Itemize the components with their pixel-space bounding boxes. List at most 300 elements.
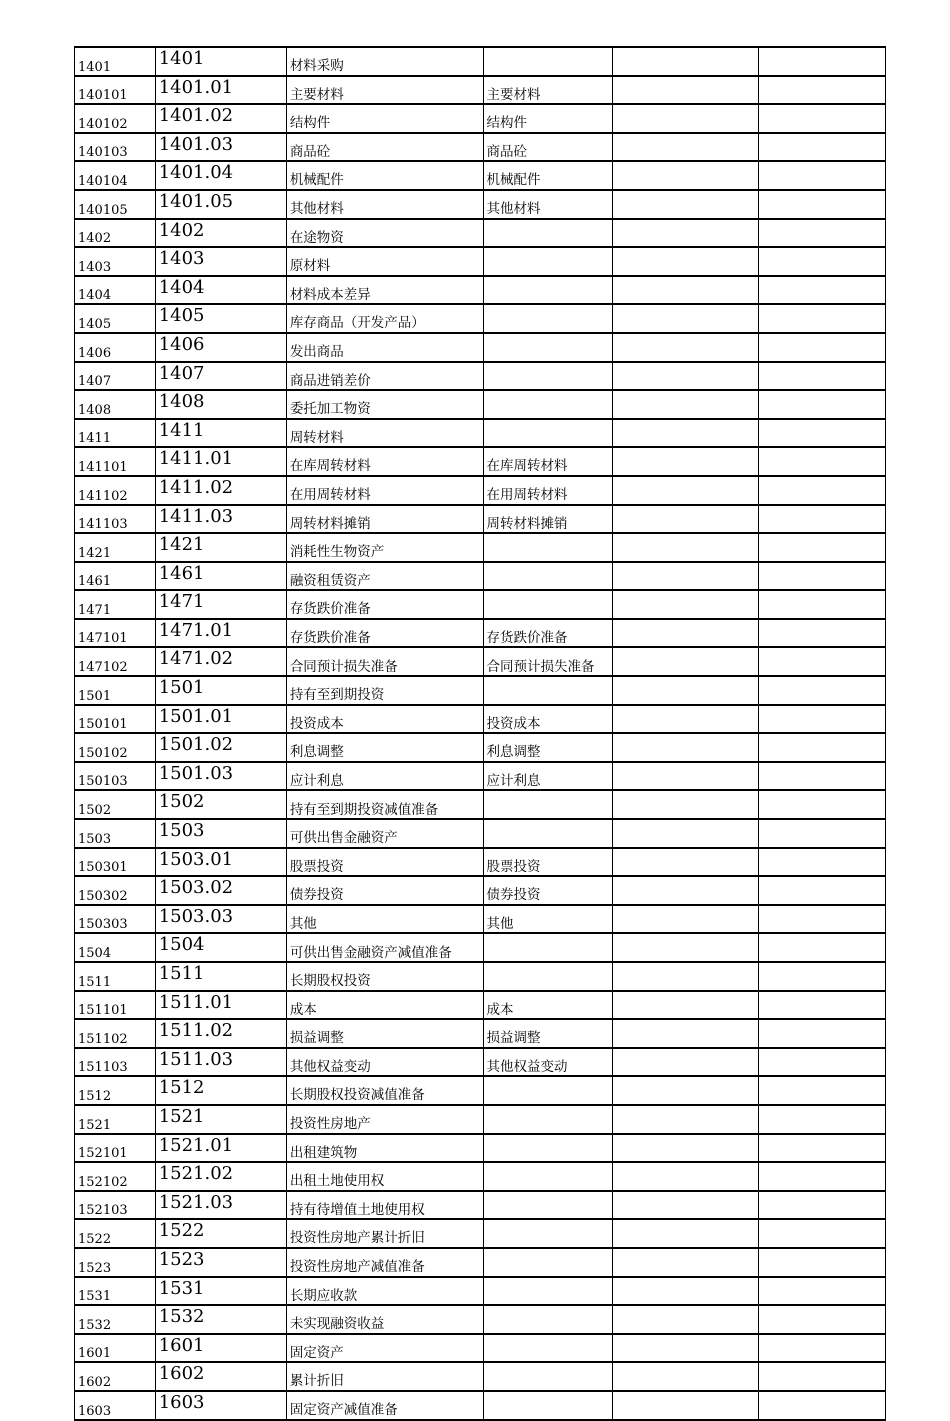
account-number-cell: 1503.01 bbox=[155, 848, 286, 877]
sub-account-name-cell: 主要材料 bbox=[483, 76, 612, 105]
account-name-cell: 消耗性生物资产 bbox=[286, 533, 483, 562]
sub-account-name-cell bbox=[483, 676, 612, 705]
empty-cell bbox=[758, 1019, 885, 1048]
empty-cell bbox=[612, 1134, 758, 1163]
empty-cell bbox=[758, 1248, 885, 1277]
account-number-cell: 1421 bbox=[155, 533, 286, 562]
account-name-cell: 长期应收款 bbox=[286, 1277, 483, 1306]
empty-cell bbox=[612, 390, 758, 419]
empty-cell bbox=[758, 676, 885, 705]
account-name-cell: 长期股权投资减值准备 bbox=[286, 1076, 483, 1105]
sub-account-name-cell bbox=[483, 1305, 612, 1334]
empty-cell bbox=[612, 1305, 758, 1334]
table-row bbox=[75, 247, 886, 276]
empty-cell bbox=[612, 505, 758, 534]
account-code-cell: 151102 bbox=[75, 1019, 156, 1048]
account-name-cell: 存货跌价准备 bbox=[286, 590, 483, 619]
account-number-cell: 1511.02 bbox=[155, 1019, 286, 1048]
empty-cell bbox=[612, 304, 758, 333]
table-row bbox=[75, 1248, 886, 1277]
account-number-cell: 1521 bbox=[155, 1105, 286, 1134]
empty-cell bbox=[758, 1048, 885, 1077]
account-number-cell: 1501 bbox=[155, 676, 286, 705]
table-row bbox=[75, 991, 886, 1020]
account-number-cell: 1521.01 bbox=[155, 1134, 286, 1163]
sub-account-name-cell bbox=[483, 1076, 612, 1105]
empty-cell bbox=[612, 1362, 758, 1391]
empty-cell bbox=[612, 762, 758, 791]
account-name-cell: 在用周转材料 bbox=[286, 476, 483, 505]
accounts-table bbox=[74, 46, 886, 1421]
sub-account-name-cell: 结构件 bbox=[483, 104, 612, 133]
table-row bbox=[75, 876, 886, 905]
empty-cell bbox=[612, 219, 758, 248]
account-number-cell: 1401.03 bbox=[155, 133, 286, 162]
account-name-cell: 存货跌价准备 bbox=[286, 619, 483, 648]
table-row bbox=[75, 219, 886, 248]
sub-account-name-cell: 机械配件 bbox=[483, 161, 612, 190]
account-name-cell: 投资性房地产 bbox=[286, 1105, 483, 1134]
empty-cell bbox=[612, 333, 758, 362]
empty-cell bbox=[758, 390, 885, 419]
account-code-cell: 1411 bbox=[75, 419, 156, 448]
empty-cell bbox=[758, 247, 885, 276]
account-number-cell: 1471.02 bbox=[155, 647, 286, 676]
account-name-cell: 股票投资 bbox=[286, 848, 483, 877]
account-name-cell: 固定资产 bbox=[286, 1334, 483, 1363]
account-code-cell: 1531 bbox=[75, 1277, 156, 1306]
account-name-cell: 累计折旧 bbox=[286, 1362, 483, 1391]
table-row bbox=[75, 104, 886, 133]
account-number-cell: 1603 bbox=[155, 1391, 286, 1420]
account-name-cell: 出租土地使用权 bbox=[286, 1162, 483, 1191]
empty-cell bbox=[758, 1334, 885, 1363]
table-row bbox=[75, 733, 886, 762]
sub-account-name-cell bbox=[483, 390, 612, 419]
account-code-cell: 140101 bbox=[75, 76, 156, 105]
account-name-cell: 原材料 bbox=[286, 247, 483, 276]
empty-cell bbox=[612, 562, 758, 591]
table-row bbox=[75, 133, 886, 162]
empty-cell bbox=[758, 733, 885, 762]
account-number-cell: 1512 bbox=[155, 1076, 286, 1105]
sub-account-name-cell bbox=[483, 1248, 612, 1277]
table-row bbox=[75, 1105, 886, 1134]
account-number-cell: 1521.03 bbox=[155, 1191, 286, 1220]
empty-cell bbox=[758, 819, 885, 848]
sub-account-name-cell bbox=[483, 1105, 612, 1134]
account-name-cell: 其他权益变动 bbox=[286, 1048, 483, 1077]
sub-account-name-cell bbox=[483, 247, 612, 276]
sub-account-name-cell bbox=[483, 1391, 612, 1420]
account-code-cell: 1406 bbox=[75, 333, 156, 362]
account-number-cell: 1531 bbox=[155, 1277, 286, 1306]
table-row bbox=[75, 905, 886, 934]
account-code-cell: 1405 bbox=[75, 304, 156, 333]
account-name-cell: 利息调整 bbox=[286, 733, 483, 762]
account-name-cell: 在途物资 bbox=[286, 219, 483, 248]
empty-cell bbox=[612, 790, 758, 819]
table-row bbox=[75, 161, 886, 190]
account-number-cell: 1401.01 bbox=[155, 76, 286, 105]
empty-cell bbox=[612, 247, 758, 276]
empty-cell bbox=[758, 190, 885, 219]
empty-cell bbox=[612, 1191, 758, 1220]
table-row bbox=[75, 419, 886, 448]
empty-cell bbox=[758, 590, 885, 619]
table-row bbox=[75, 76, 886, 105]
sub-account-name-cell bbox=[483, 1134, 612, 1163]
empty-cell bbox=[612, 104, 758, 133]
account-number-cell: 1401.05 bbox=[155, 190, 286, 219]
empty-cell bbox=[612, 819, 758, 848]
sub-account-name-cell bbox=[483, 1162, 612, 1191]
account-code-cell: 141102 bbox=[75, 476, 156, 505]
empty-cell bbox=[612, 47, 758, 76]
table-row bbox=[75, 647, 886, 676]
account-number-cell: 1406 bbox=[155, 333, 286, 362]
account-code-cell: 1523 bbox=[75, 1248, 156, 1277]
table-row bbox=[75, 1134, 886, 1163]
account-code-cell: 1401 bbox=[75, 47, 156, 76]
account-number-cell: 1405 bbox=[155, 304, 286, 333]
account-name-cell: 融资租赁资产 bbox=[286, 562, 483, 591]
account-code-cell: 151101 bbox=[75, 991, 156, 1020]
account-code-cell: 150302 bbox=[75, 876, 156, 905]
sub-account-name-cell bbox=[483, 1334, 612, 1363]
empty-cell bbox=[758, 447, 885, 476]
table-row bbox=[75, 390, 886, 419]
table-row bbox=[75, 447, 886, 476]
account-name-cell: 商品进销差价 bbox=[286, 362, 483, 391]
sub-account-name-cell: 在用周转材料 bbox=[483, 476, 612, 505]
account-code-cell: 152101 bbox=[75, 1134, 156, 1163]
account-name-cell: 持有至到期投资 bbox=[286, 676, 483, 705]
sub-account-name-cell: 商品砼 bbox=[483, 133, 612, 162]
account-code-cell: 141101 bbox=[75, 447, 156, 476]
empty-cell bbox=[612, 276, 758, 305]
empty-cell bbox=[612, 1048, 758, 1077]
empty-cell bbox=[758, 991, 885, 1020]
empty-cell bbox=[612, 590, 758, 619]
account-code-cell: 152103 bbox=[75, 1191, 156, 1220]
sub-account-name-cell: 存货跌价准备 bbox=[483, 619, 612, 648]
table-row bbox=[75, 1391, 886, 1420]
account-number-cell: 1404 bbox=[155, 276, 286, 305]
empty-cell bbox=[612, 190, 758, 219]
empty-cell bbox=[612, 619, 758, 648]
table-row bbox=[75, 962, 886, 991]
empty-cell bbox=[758, 276, 885, 305]
sub-account-name-cell: 其他权益变动 bbox=[483, 1048, 612, 1077]
account-name-cell: 其他材料 bbox=[286, 190, 483, 219]
table-row bbox=[75, 1277, 886, 1306]
empty-cell bbox=[612, 1105, 758, 1134]
table-row bbox=[75, 333, 886, 362]
account-code-cell: 150103 bbox=[75, 762, 156, 791]
table-row bbox=[75, 1219, 886, 1248]
empty-cell bbox=[758, 1191, 885, 1220]
table-row bbox=[75, 705, 886, 734]
account-name-cell: 投资性房地产累计折旧 bbox=[286, 1219, 483, 1248]
account-number-cell: 1532 bbox=[155, 1305, 286, 1334]
empty-cell bbox=[758, 1076, 885, 1105]
sub-account-name-cell bbox=[483, 933, 612, 962]
sub-account-name-cell bbox=[483, 562, 612, 591]
account-code-cell: 1503 bbox=[75, 819, 156, 848]
account-code-cell: 1522 bbox=[75, 1219, 156, 1248]
sub-account-name-cell: 损益调整 bbox=[483, 1019, 612, 1048]
account-code-cell: 147101 bbox=[75, 619, 156, 648]
account-number-cell: 1601 bbox=[155, 1334, 286, 1363]
sub-account-name-cell: 合同预计损失准备 bbox=[483, 647, 612, 676]
empty-cell bbox=[612, 1162, 758, 1191]
account-number-cell: 1522 bbox=[155, 1219, 286, 1248]
sub-account-name-cell: 其他材料 bbox=[483, 190, 612, 219]
sub-account-name-cell: 利息调整 bbox=[483, 733, 612, 762]
empty-cell bbox=[612, 933, 758, 962]
table-row bbox=[75, 619, 886, 648]
empty-cell bbox=[758, 1305, 885, 1334]
empty-cell bbox=[758, 362, 885, 391]
sub-account-name-cell: 周转材料摊销 bbox=[483, 505, 612, 534]
empty-cell bbox=[612, 1391, 758, 1420]
account-name-cell: 持有待增值土地使用权 bbox=[286, 1191, 483, 1220]
empty-cell bbox=[612, 705, 758, 734]
account-number-cell: 1523 bbox=[155, 1248, 286, 1277]
account-code-cell: 1602 bbox=[75, 1362, 156, 1391]
empty-cell bbox=[758, 219, 885, 248]
table-row bbox=[75, 933, 886, 962]
account-code-cell: 1404 bbox=[75, 276, 156, 305]
account-code-cell: 1471 bbox=[75, 590, 156, 619]
table-row bbox=[75, 1076, 886, 1105]
empty-cell bbox=[758, 505, 885, 534]
sub-account-name-cell bbox=[483, 362, 612, 391]
table-row bbox=[75, 533, 886, 562]
account-code-cell: 1403 bbox=[75, 247, 156, 276]
account-number-cell: 1602 bbox=[155, 1362, 286, 1391]
account-code-cell: 140104 bbox=[75, 161, 156, 190]
empty-cell bbox=[612, 133, 758, 162]
sub-account-name-cell bbox=[483, 304, 612, 333]
table-row bbox=[75, 1334, 886, 1363]
empty-cell bbox=[758, 1219, 885, 1248]
empty-cell bbox=[612, 76, 758, 105]
account-code-cell: 1402 bbox=[75, 219, 156, 248]
account-code-cell: 1421 bbox=[75, 533, 156, 562]
empty-cell bbox=[612, 362, 758, 391]
account-name-cell: 主要材料 bbox=[286, 76, 483, 105]
account-code-cell: 152102 bbox=[75, 1162, 156, 1191]
empty-cell bbox=[758, 1162, 885, 1191]
empty-cell bbox=[758, 848, 885, 877]
account-name-cell: 发出商品 bbox=[286, 333, 483, 362]
table-row bbox=[75, 848, 886, 877]
empty-cell bbox=[758, 762, 885, 791]
account-code-cell: 140105 bbox=[75, 190, 156, 219]
account-code-cell: 1504 bbox=[75, 933, 156, 962]
account-name-cell: 投资性房地产减值准备 bbox=[286, 1248, 483, 1277]
empty-cell bbox=[612, 905, 758, 934]
table-row bbox=[75, 476, 886, 505]
account-number-cell: 1521.02 bbox=[155, 1162, 286, 1191]
account-number-cell: 1411.03 bbox=[155, 505, 286, 534]
accounts-table-body bbox=[75, 47, 886, 1420]
sub-account-name-cell bbox=[483, 1277, 612, 1306]
sub-account-name-cell bbox=[483, 47, 612, 76]
sub-account-name-cell bbox=[483, 590, 612, 619]
account-number-cell: 1407 bbox=[155, 362, 286, 391]
account-number-cell: 1503.03 bbox=[155, 905, 286, 934]
account-name-cell: 机械配件 bbox=[286, 161, 483, 190]
account-number-cell: 1503.02 bbox=[155, 876, 286, 905]
empty-cell bbox=[758, 933, 885, 962]
account-code-cell: 1407 bbox=[75, 362, 156, 391]
account-code-cell: 141103 bbox=[75, 505, 156, 534]
empty-cell bbox=[612, 1219, 758, 1248]
account-number-cell: 1461 bbox=[155, 562, 286, 591]
empty-cell bbox=[612, 1019, 758, 1048]
sub-account-name-cell bbox=[483, 219, 612, 248]
account-number-cell: 1401 bbox=[155, 47, 286, 76]
sub-account-name-cell bbox=[483, 1191, 612, 1220]
table-row bbox=[75, 505, 886, 534]
empty-cell bbox=[612, 533, 758, 562]
sub-account-name-cell: 投资成本 bbox=[483, 705, 612, 734]
account-name-cell: 债券投资 bbox=[286, 876, 483, 905]
sub-account-name-cell bbox=[483, 333, 612, 362]
account-code-cell: 140103 bbox=[75, 133, 156, 162]
empty-cell bbox=[758, 562, 885, 591]
account-name-cell: 结构件 bbox=[286, 104, 483, 133]
account-code-cell: 1512 bbox=[75, 1076, 156, 1105]
empty-cell bbox=[612, 647, 758, 676]
empty-cell bbox=[758, 333, 885, 362]
account-name-cell: 库存商品（开发产品） bbox=[286, 304, 483, 333]
empty-cell bbox=[612, 876, 758, 905]
empty-cell bbox=[612, 676, 758, 705]
account-number-cell: 1401.02 bbox=[155, 104, 286, 133]
account-name-cell: 应计利息 bbox=[286, 762, 483, 791]
table-row bbox=[75, 819, 886, 848]
empty-cell bbox=[612, 962, 758, 991]
empty-cell bbox=[758, 1277, 885, 1306]
account-code-cell: 1601 bbox=[75, 1334, 156, 1363]
account-number-cell: 1503 bbox=[155, 819, 286, 848]
account-name-cell: 可供出售金融资产 bbox=[286, 819, 483, 848]
account-name-cell: 损益调整 bbox=[286, 1019, 483, 1048]
sub-account-name-cell bbox=[483, 533, 612, 562]
empty-cell bbox=[758, 905, 885, 934]
account-number-cell: 1403 bbox=[155, 247, 286, 276]
table-row bbox=[75, 1162, 886, 1191]
empty-cell bbox=[758, 161, 885, 190]
table-row bbox=[75, 47, 886, 76]
empty-cell bbox=[612, 991, 758, 1020]
table-row bbox=[75, 1048, 886, 1077]
account-name-cell: 成本 bbox=[286, 991, 483, 1020]
account-number-cell: 1511 bbox=[155, 962, 286, 991]
account-number-cell: 1411.02 bbox=[155, 476, 286, 505]
table-row bbox=[75, 1191, 886, 1220]
account-name-cell: 投资成本 bbox=[286, 705, 483, 734]
table-row bbox=[75, 590, 886, 619]
empty-cell bbox=[758, 104, 885, 133]
empty-cell bbox=[758, 1134, 885, 1163]
account-number-cell: 1511.01 bbox=[155, 991, 286, 1020]
account-code-cell: 1511 bbox=[75, 962, 156, 991]
empty-cell bbox=[758, 47, 885, 76]
account-name-cell: 材料采购 bbox=[286, 47, 483, 76]
empty-cell bbox=[758, 962, 885, 991]
account-name-cell: 委托加工物资 bbox=[286, 390, 483, 419]
account-code-cell: 1603 bbox=[75, 1391, 156, 1420]
empty-cell bbox=[612, 1277, 758, 1306]
account-number-cell: 1511.03 bbox=[155, 1048, 286, 1077]
account-number-cell: 1501.03 bbox=[155, 762, 286, 791]
account-number-cell: 1501.01 bbox=[155, 705, 286, 734]
table-row bbox=[75, 1019, 886, 1048]
empty-cell bbox=[612, 476, 758, 505]
account-code-cell: 147102 bbox=[75, 647, 156, 676]
account-number-cell: 1501.02 bbox=[155, 733, 286, 762]
empty-cell bbox=[758, 1105, 885, 1134]
table-row bbox=[75, 676, 886, 705]
sub-account-name-cell bbox=[483, 819, 612, 848]
empty-cell bbox=[758, 1362, 885, 1391]
account-name-cell: 商品砼 bbox=[286, 133, 483, 162]
empty-cell bbox=[758, 705, 885, 734]
account-name-cell: 周转材料摊销 bbox=[286, 505, 483, 534]
account-code-cell: 1502 bbox=[75, 790, 156, 819]
account-code-cell: 151103 bbox=[75, 1048, 156, 1077]
account-code-cell: 150301 bbox=[75, 848, 156, 877]
account-name-cell: 其他 bbox=[286, 905, 483, 934]
empty-cell bbox=[612, 1076, 758, 1105]
account-name-cell: 出租建筑物 bbox=[286, 1134, 483, 1163]
account-code-cell: 150303 bbox=[75, 905, 156, 934]
account-code-cell: 140102 bbox=[75, 104, 156, 133]
account-code-cell: 1501 bbox=[75, 676, 156, 705]
table-row bbox=[75, 304, 886, 333]
empty-cell bbox=[612, 1334, 758, 1363]
sub-account-name-cell bbox=[483, 419, 612, 448]
account-name-cell: 材料成本差异 bbox=[286, 276, 483, 305]
table-row bbox=[75, 362, 886, 391]
account-name-cell: 未实现融资收益 bbox=[286, 1305, 483, 1334]
empty-cell bbox=[758, 790, 885, 819]
table-row bbox=[75, 762, 886, 791]
empty-cell bbox=[612, 733, 758, 762]
sub-account-name-cell: 债券投资 bbox=[483, 876, 612, 905]
account-number-cell: 1471.01 bbox=[155, 619, 286, 648]
empty-cell bbox=[758, 76, 885, 105]
account-number-cell: 1504 bbox=[155, 933, 286, 962]
account-number-cell: 1471 bbox=[155, 590, 286, 619]
account-number-cell: 1411 bbox=[155, 419, 286, 448]
account-code-cell: 1521 bbox=[75, 1105, 156, 1134]
empty-cell bbox=[758, 619, 885, 648]
table-row bbox=[75, 190, 886, 219]
account-code-cell: 150102 bbox=[75, 733, 156, 762]
sub-account-name-cell: 其他 bbox=[483, 905, 612, 934]
sub-account-name-cell bbox=[483, 1219, 612, 1248]
table-row bbox=[75, 790, 886, 819]
sub-account-name-cell bbox=[483, 276, 612, 305]
empty-cell bbox=[758, 533, 885, 562]
empty-cell bbox=[758, 876, 885, 905]
